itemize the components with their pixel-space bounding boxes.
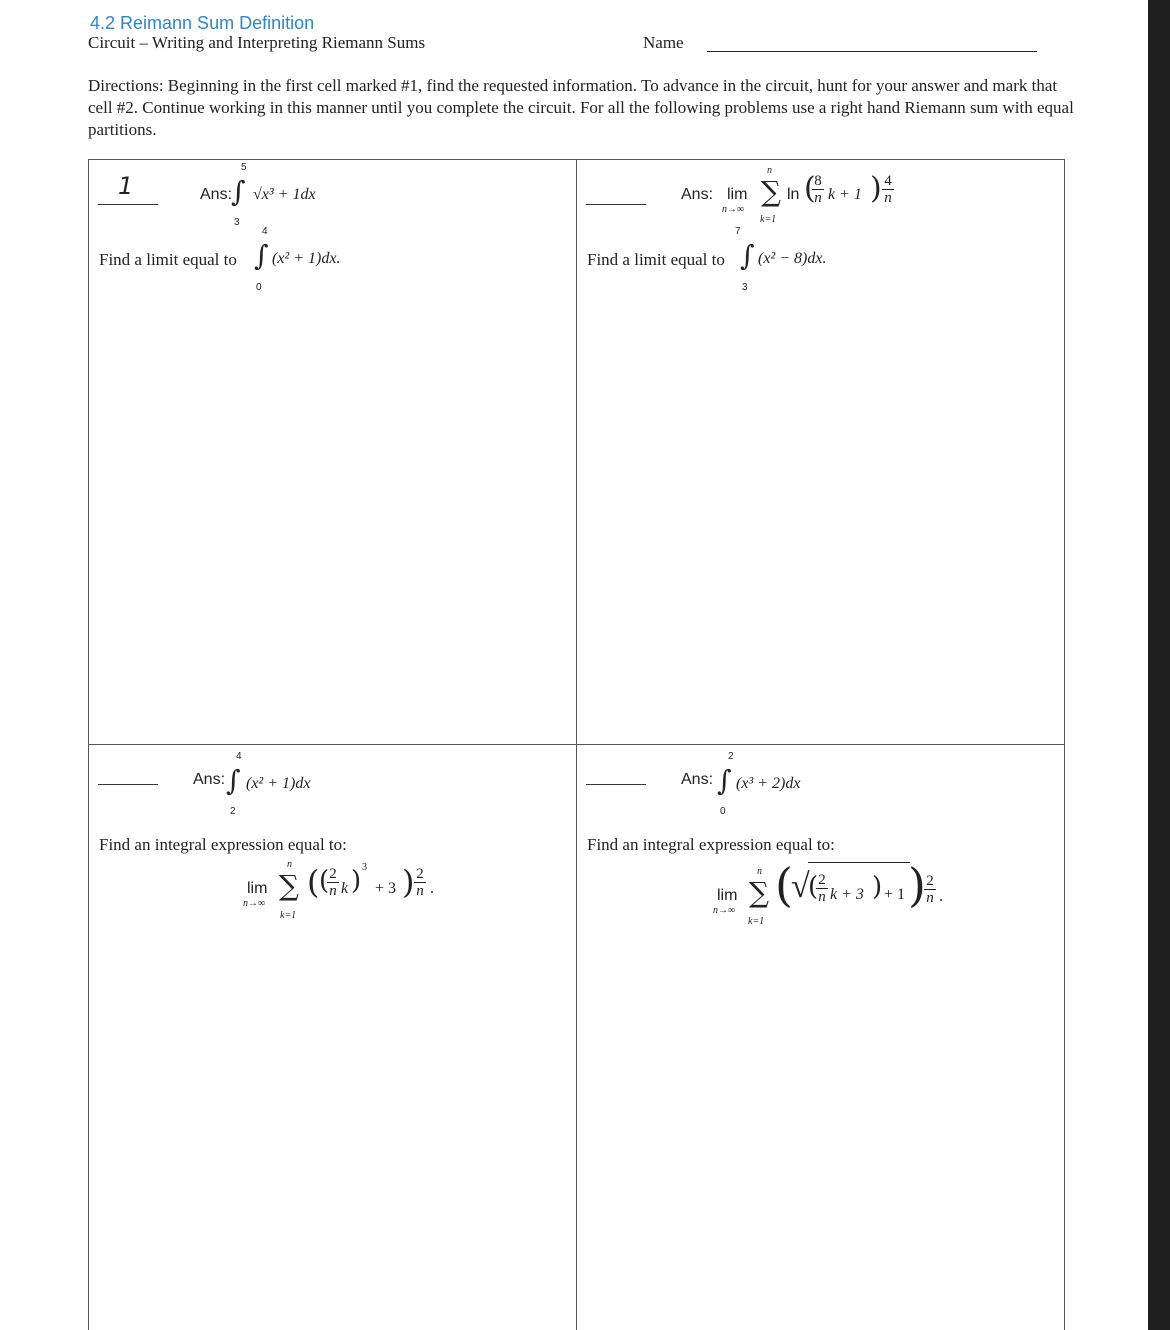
- cell-4-k-plus3: k + 3: [830, 886, 864, 903]
- name-field[interactable]: [707, 51, 1037, 52]
- page-title: 4.2 Reimann Sum Definition: [90, 13, 315, 33]
- cell-1-prompt-integrand: (x² + 1)dx.: [272, 250, 341, 267]
- cell-4-ans-lower-limit: 0: [720, 806, 726, 817]
- cell-4-frac2-numerator: 2: [926, 873, 934, 889]
- cell-3-exponent: 3: [362, 862, 367, 873]
- cell-4-frac-denominator: n: [816, 888, 828, 905]
- cell-4-lim: lim: [717, 887, 738, 904]
- cell-3-fraction-2n: [327, 866, 339, 899]
- cell-3-lim: lim: [247, 880, 268, 897]
- cell-3-ans-label: Ans:: [193, 771, 226, 788]
- cell-2-ans-lim-subscript: n→∞: [722, 204, 745, 215]
- cell-4-ans-integrand: (x³ + 2)dx: [736, 775, 801, 792]
- cell-3-frac2-denominator: n: [414, 882, 426, 899]
- cell-2-ans-sigma: ∑: [761, 175, 781, 208]
- cell-1-handwritten-mark: 1: [118, 172, 134, 200]
- cell-3-mark-field[interactable]: [98, 784, 158, 785]
- grid-center-border: [576, 159, 577, 1330]
- cell-3-outer-right-paren: ): [402, 863, 415, 901]
- cell-2-prompt-upper-limit: 7: [735, 226, 741, 237]
- cell-3-inner-right-paren: ): [351, 866, 362, 896]
- cell-2-frac2-numerator: 4: [884, 173, 892, 189]
- cell-3-fraction-2n-tail: [414, 866, 426, 899]
- cell-2-ans-sum-lower: k=1: [760, 214, 777, 225]
- cell-4-frac2-denominator: n: [924, 889, 936, 906]
- name-label: Name: [643, 33, 684, 52]
- cell-2-ans-ln: ln: [787, 186, 800, 203]
- cell-1-ans-integral-sign: ∫: [231, 175, 246, 208]
- cell-4-sigma: ∑: [749, 876, 769, 909]
- cell-2-frac-numerator: 8: [814, 173, 822, 189]
- cell-2-prompt-integral-sign: ∫: [740, 239, 755, 272]
- cell-3-ans-upper-limit: 4: [236, 751, 242, 762]
- cell-4-ans-label: Ans:: [681, 771, 714, 788]
- cell-4-prompt: Find an integral expression equal to:: [587, 835, 835, 854]
- cell-3-sigma: ∑: [279, 869, 299, 902]
- cell-3-prompt: Find an integral expression equal to:: [99, 835, 347, 854]
- cell-2-mark-field[interactable]: [586, 204, 646, 205]
- cell-1-prompt: Find a limit equal to: [99, 250, 237, 269]
- cell-3-inner-left-paren: (: [319, 866, 330, 896]
- cell-2-ans-right-paren: ): [870, 171, 882, 206]
- cell-4-ans-integral-sign: ∫: [717, 764, 732, 797]
- cell-4-sum-upper: n: [757, 866, 762, 877]
- cell-4-ans-upper-limit: 2: [728, 751, 734, 762]
- cell-4-plus1: + 1: [884, 886, 906, 903]
- cell-4-fraction-2n-tail: [924, 873, 936, 906]
- cell-2-prompt: Find a limit equal to: [587, 250, 725, 269]
- cell-2-ans-fraction-8n: [812, 173, 824, 206]
- cell-1-ans-integrand: √x³ + 1dx: [253, 186, 316, 203]
- cell-2-ans-label: Ans:: [681, 186, 714, 203]
- cell-3-period: .: [430, 880, 434, 897]
- cell-4-outer-left-paren: (: [775, 858, 793, 912]
- cell-1-ans-label: Ans:: [200, 186, 233, 203]
- cell-3-sum-lower: k=1: [280, 910, 297, 921]
- cell-4-frac-numerator: 2: [818, 872, 826, 888]
- cell-3-k: k: [341, 880, 349, 897]
- cell-2-ans-sum-upper: n: [767, 165, 772, 176]
- cell-3-sum-upper: n: [287, 859, 292, 870]
- cell-4-mark-field[interactable]: [586, 784, 646, 785]
- cell-1-prompt-upper-limit: 4: [262, 226, 268, 237]
- cell-4-period: .: [939, 888, 943, 905]
- cell-4-fraction-2n: [816, 872, 828, 905]
- cell-1-prompt-lower-limit: 0: [256, 282, 262, 293]
- cell-2-ans-tail: k + 1: [828, 186, 862, 203]
- cell-2-prompt-lower-limit: 3: [742, 282, 748, 293]
- cell-4-sum-lower: k=1: [748, 916, 765, 927]
- cell-4-sqrt-bar: [808, 862, 910, 863]
- cell-3-frac-denominator: n: [327, 882, 339, 899]
- cell-3-outer-left-paren: (: [307, 863, 320, 901]
- cell-3-plus3: + 3: [375, 880, 397, 897]
- cell-2-prompt-integrand: (x² − 8)dx.: [758, 250, 827, 267]
- cell-2-frac-denominator: n: [812, 189, 824, 206]
- cell-4-inner-right-paren: ): [872, 872, 883, 902]
- cell-3-ans-integrand: (x² + 1)dx: [246, 775, 311, 792]
- cell-4-inner-left-paren: (: [808, 872, 819, 902]
- cell-2-ans-fraction-4n: [882, 173, 894, 206]
- grid-right-border: [1064, 159, 1065, 1330]
- cell-3-ans-lower-limit: 2: [230, 806, 236, 817]
- cell-3-lim-subscript: n→∞: [243, 898, 266, 909]
- cell-2-ans-left-paren: (: [804, 171, 816, 206]
- cell-4-outer-right-paren: ): [908, 858, 926, 912]
- cell-3-frac-numerator: 2: [329, 866, 337, 882]
- cell-1-ans-lower-limit: 3: [234, 217, 240, 228]
- cell-3-ans-integral-sign: ∫: [226, 764, 241, 797]
- cell-1-mark-field[interactable]: [98, 204, 158, 205]
- directions-text: Directions: Beginning in the first cell marked #1, find the requested information. To advance in the circuit, hunt for your answer and mark that cell #2. Continue working in this manner until you complete the circuit. For all the following problems use a right hand Riemann sum with equal partitions.: [88, 76, 1074, 139]
- cell-1-prompt-integral-sign: ∫: [254, 239, 269, 272]
- cell-4-lim-subscript: n→∞: [713, 905, 736, 916]
- cell-2-ans-lim: lim: [727, 186, 748, 203]
- cell-1-ans-upper-limit: 5: [241, 162, 247, 173]
- cell-3-frac2-numerator: 2: [416, 866, 424, 882]
- cell-4-sqrt-sign: √: [791, 868, 810, 905]
- grid-left-border: [88, 159, 89, 1330]
- page-subtitle: Circuit – Writing and Interpreting Riemann Sums: [88, 33, 426, 52]
- cell-2-frac2-denominator: n: [882, 189, 894, 206]
